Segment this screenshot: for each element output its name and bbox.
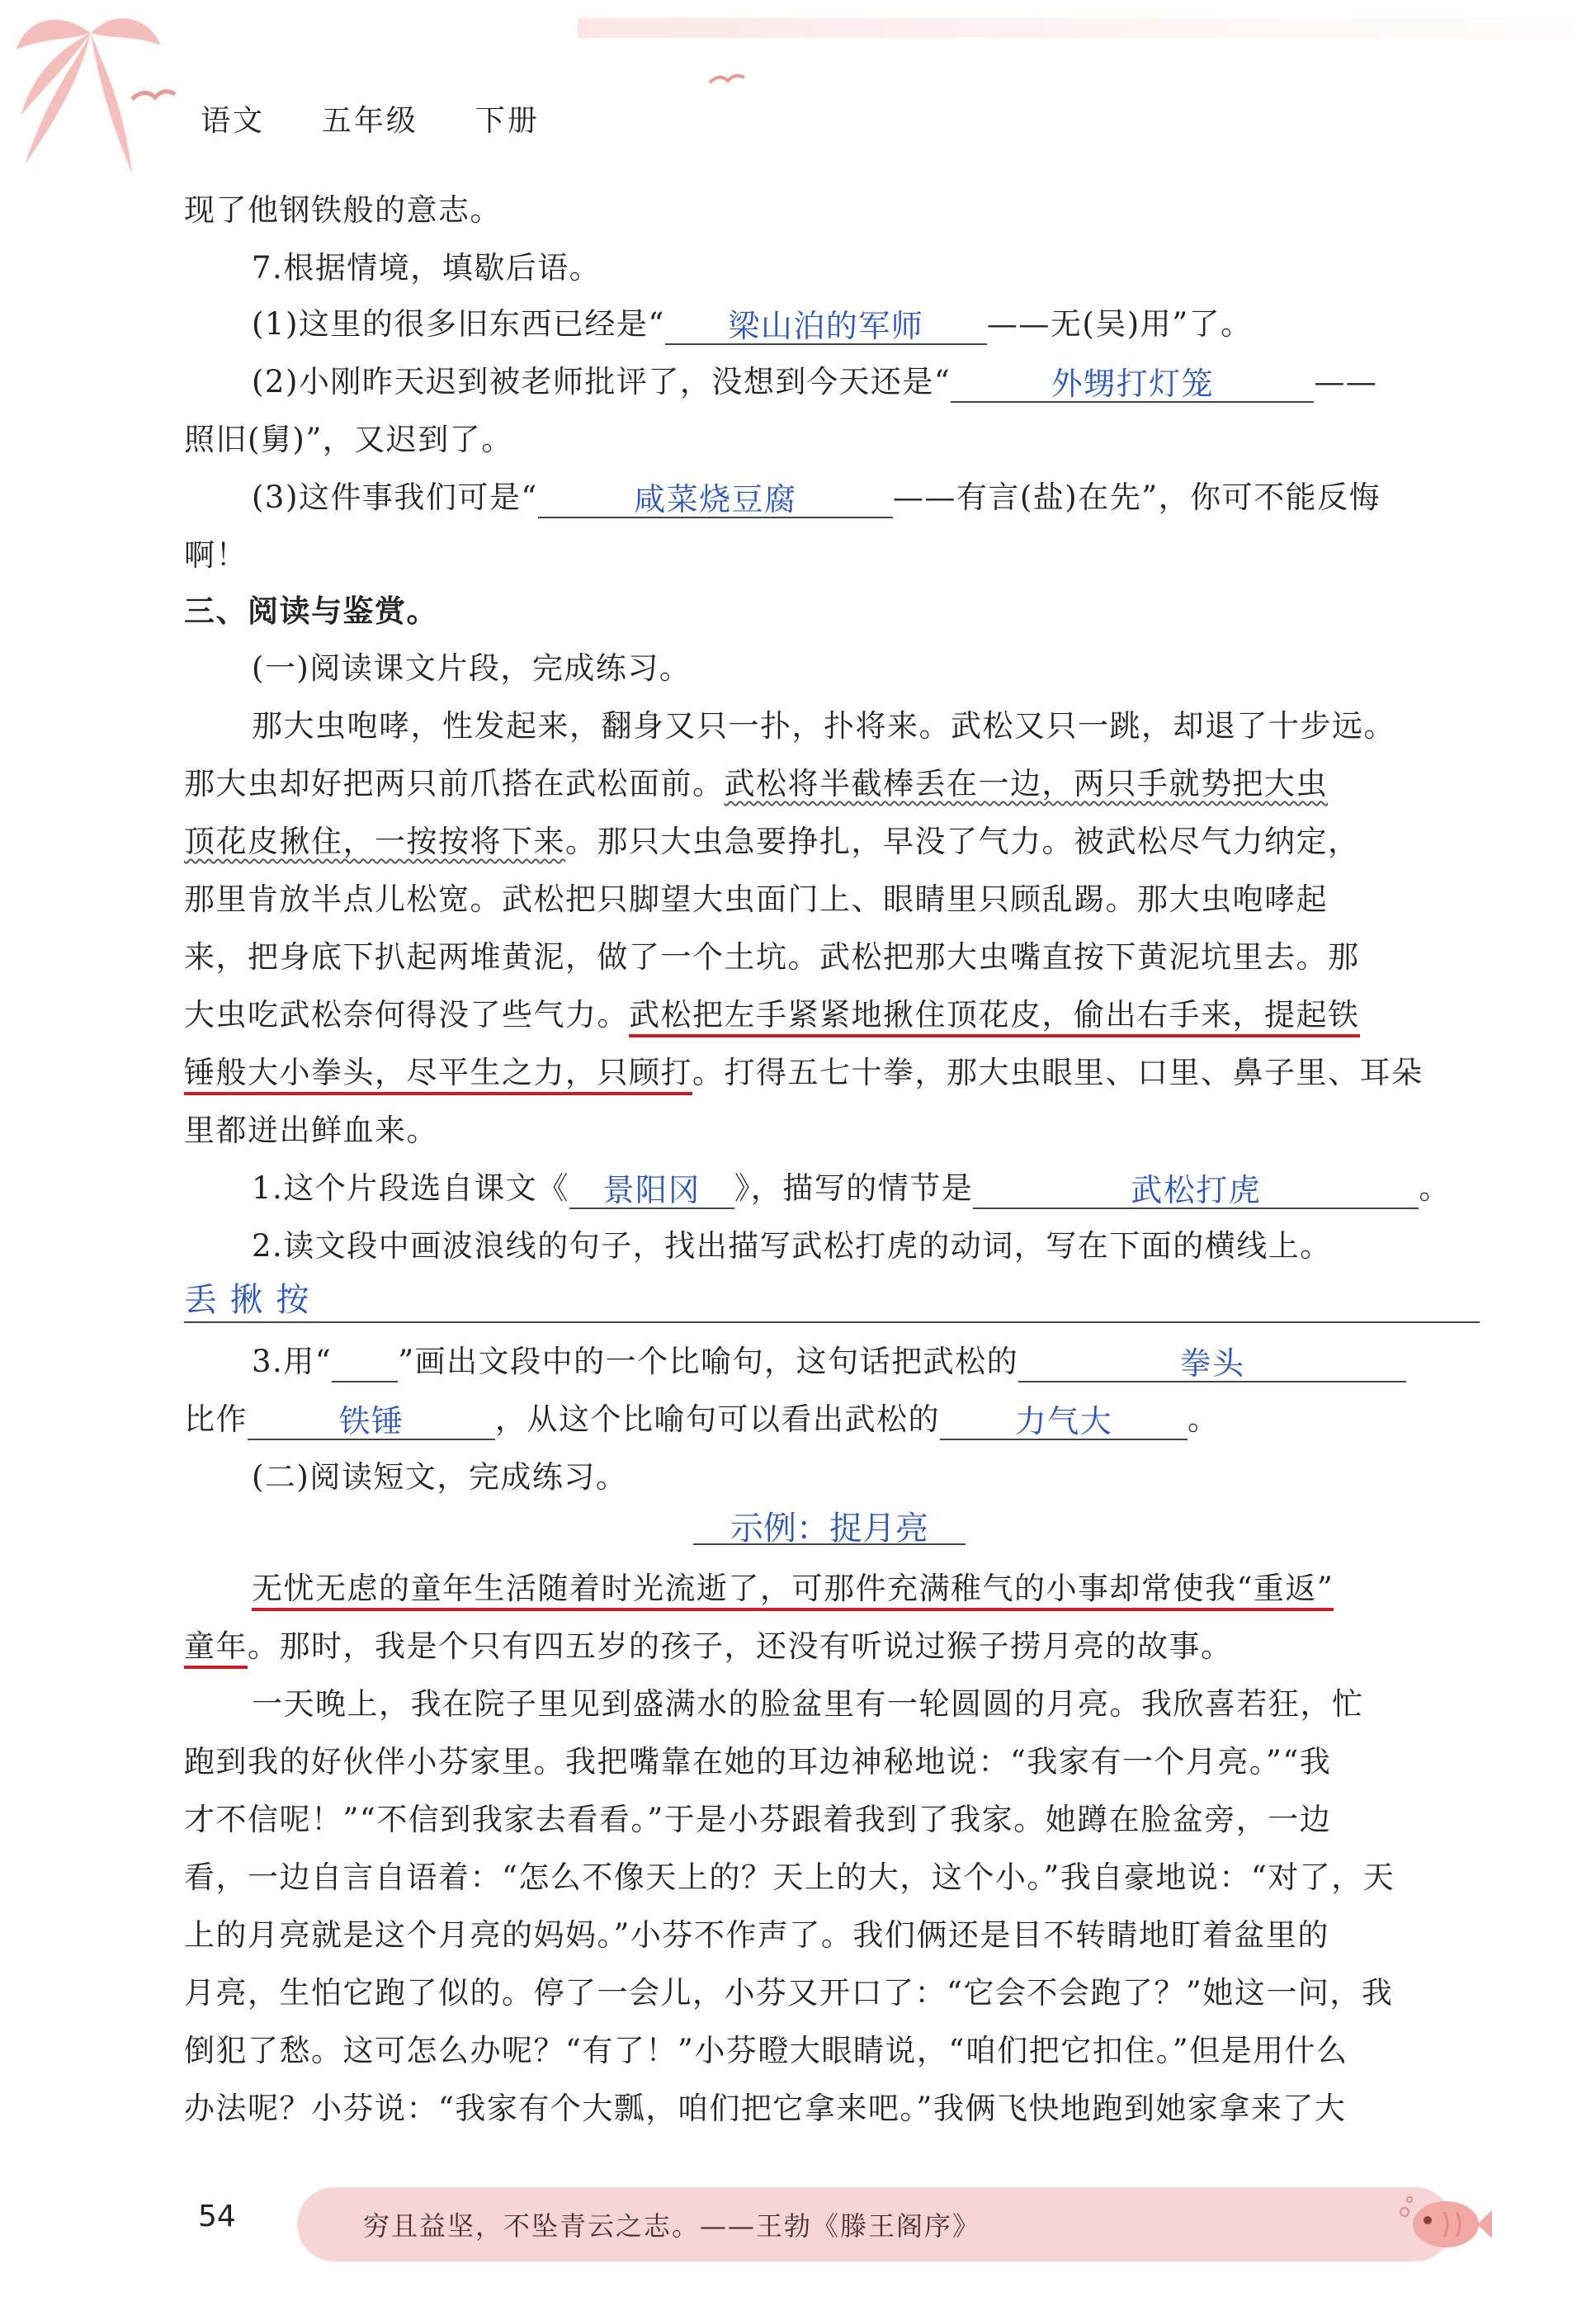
- passage-line: 来，把身底下扒起两堆黄泥，做了一个土坑。武松把那大虫嘴直按下黄泥坑里去。那: [184, 939, 1360, 975]
- volume: 下册: [475, 104, 540, 138]
- passage-line: 办法呢？小芬说：“我家有个大瓢，咱们把它拿来吧。”我俩飞快地跑到她家拿来了大: [184, 2091, 1347, 2126]
- answer-1-plot: 武松打虎: [1131, 1172, 1262, 1208]
- passage-line: 上的月亮就是这个月亮的妈妈。”小芬不作声了。我们俩还是目不转睛地盯着盆里的: [184, 1917, 1329, 1953]
- grade: 五年级: [321, 104, 418, 138]
- answer-3-subject: 拳头: [1179, 1345, 1245, 1382]
- section-3-title: 三、阅读与鉴赏。: [184, 593, 438, 629]
- passage-line: 里都迸出鲜血来。: [184, 1113, 438, 1148]
- passage-line: 跑到我的好伙伴小芬家里。我把嘴靠在她的耳边神秘地说：“我家有一个月亮。”“我: [184, 1744, 1332, 1779]
- header-decoration: [0, 0, 1596, 182]
- answer-2-line: [184, 1279, 1480, 1323]
- answer-1-text: 景阳冈: [602, 1172, 701, 1208]
- passage-line: [252, 1568, 1334, 1609]
- page-number: 54: [198, 2200, 236, 2233]
- underlined-metaphor: 锤般大小拳头，尽平生之力，只顾打: [184, 1055, 692, 1095]
- passage-2-title: (二)阅读短文，完成练习。: [252, 1459, 628, 1495]
- bird-icon: [710, 76, 744, 83]
- answer-7-2: 外甥打灯笼: [1051, 366, 1215, 402]
- question-7-1: (1)这里的很多旧东西已经是“ 梁山泊的军师 ——无(吴)用”了。: [252, 306, 1253, 344]
- passage-1-title: (一)阅读课文片段，完成练习。: [252, 650, 692, 686]
- question-3: 3.用“ ”画出文段中的一个比喻句，这句话把武松的 拳头: [252, 1341, 1406, 1382]
- underlined-sentence: 无忧无虑的童年生活随着时光流逝了，可那件充满稚气的小事却常使我“重返”: [252, 1571, 1334, 1611]
- answer-7-1: 梁山泊的军师: [728, 308, 924, 344]
- fish-icon: [1395, 2179, 1494, 2270]
- answer-2-verbs: 丢 揪 按: [184, 1281, 310, 1319]
- passage-line: 锤般大小拳头，尽平生之力，只顾打。打得五七十拳，那大虫眼里、口里、鼻子里、耳朵: [184, 1052, 1424, 1094]
- answer-7-3: 咸菜烧豆腐: [634, 481, 797, 517]
- answer-title: 示例：捉月亮: [730, 1510, 928, 1548]
- passage-line: 才不信呢！”“不信到我家去看看。”于是小芬跟着我到了我家。她蹲在脸盆旁，一边: [184, 1802, 1332, 1837]
- question-7-2: (2)小刚昨天迟到被老师批评了，没想到今天还是“ 外甥打灯笼 ——: [252, 364, 1378, 402]
- text-line: 啊！: [184, 537, 248, 573]
- passage-line: 那里肯放半点儿松宽。武松把只脚望大虫面门上、眼睛里只顾乱踢。那大虫咆哮起: [184, 881, 1328, 917]
- answer-title-line: [693, 1502, 966, 1548]
- passage-line: 看，一边自言自语着：“怎么不像天上的？天上的大，这个小。”我自豪地说：“对了，天: [184, 1860, 1395, 1895]
- question-2: 2.读文段中画波浪线的句子，找出描写武松打虎的动词，写在下面的横线上。: [252, 1228, 1332, 1264]
- wavy-sentence: 顶花皮揪住，一按按将下来: [184, 824, 565, 859]
- passage-line: 大虫吃武松奈何得没了些气力。武松把左手紧紧地揪住顶花皮，偷出右手来，提起铁: [184, 995, 1360, 1036]
- question-1: 1.这个片段选自课文《 景阳冈 》，描写的情节是 武松打虎 。: [252, 1170, 1451, 1208]
- passage-line: 童年。那时，我是个只有四五岁的孩子，还没有听说过猴子捞月亮的故事。: [184, 1626, 1233, 1667]
- answer-3-object: 铁锤: [338, 1403, 404, 1439]
- underlined-sentence: 童年: [184, 1628, 248, 1669]
- passage-line: 一天晚上，我在院子里见到盛满水的脸盆里有一轮圆圆的月亮。我欣喜若狂，忙: [252, 1686, 1364, 1722]
- text-line: 照旧(舅)”，又迟到了。: [184, 422, 513, 457]
- underlined-metaphor: 武松把左手紧紧地揪住顶花皮，偷出右手来，提起铁: [629, 997, 1360, 1037]
- passage-line: 顶花皮揪住，一按按将下来。那只大虫急要挣扎，早没了气力。被武松尽气力纳定，: [184, 824, 1360, 859]
- wavy-sentence: 武松将半截棒丢在一边，两只手就势把大虫: [724, 766, 1328, 801]
- footer-quote: 穷且益坚，不坠青云之志。——王勃《滕王阁序》: [363, 2210, 981, 2242]
- page-header: [201, 97, 540, 139]
- question-7-3: (3)这件事我们可是“ 咸菜烧豆腐 ——有言(盐)在先”，你可不能反悔: [252, 480, 1381, 517]
- passage-line: 那大虫咆哮，性发起来，翻身又只一扑，扑将来。武松又只一跳，却退了十步远。: [252, 708, 1395, 744]
- text-line: 现了他钢铁般的意志。: [184, 192, 502, 228]
- passage-line: 月亮，生怕它跑了似的。停了一会儿，小芬又开口了：“它会不会跑了？”她这一问，我: [184, 1975, 1394, 2011]
- answer-3-trait: 力气大: [1014, 1403, 1113, 1439]
- passage-line: 倒犯了愁。这可怎么办呢？“有了！”小芬瞪大眼睛说，“咱们把它扣住。”但是用什么: [184, 2033, 1348, 2068]
- passage-line: 那大虫却好把两只前爪搭在武松面前。武松将半截棒丢在一边，两只手就势把大虫: [184, 766, 1328, 801]
- subject: 语文: [201, 104, 266, 138]
- question-7: 7.根据情境，填歇后语。: [252, 250, 602, 286]
- question-3-cont: 比作 铁锤 ，从这个比喻句可以看出武松的 力气大 。: [184, 1401, 1220, 1439]
- bird-icon: [132, 92, 175, 99]
